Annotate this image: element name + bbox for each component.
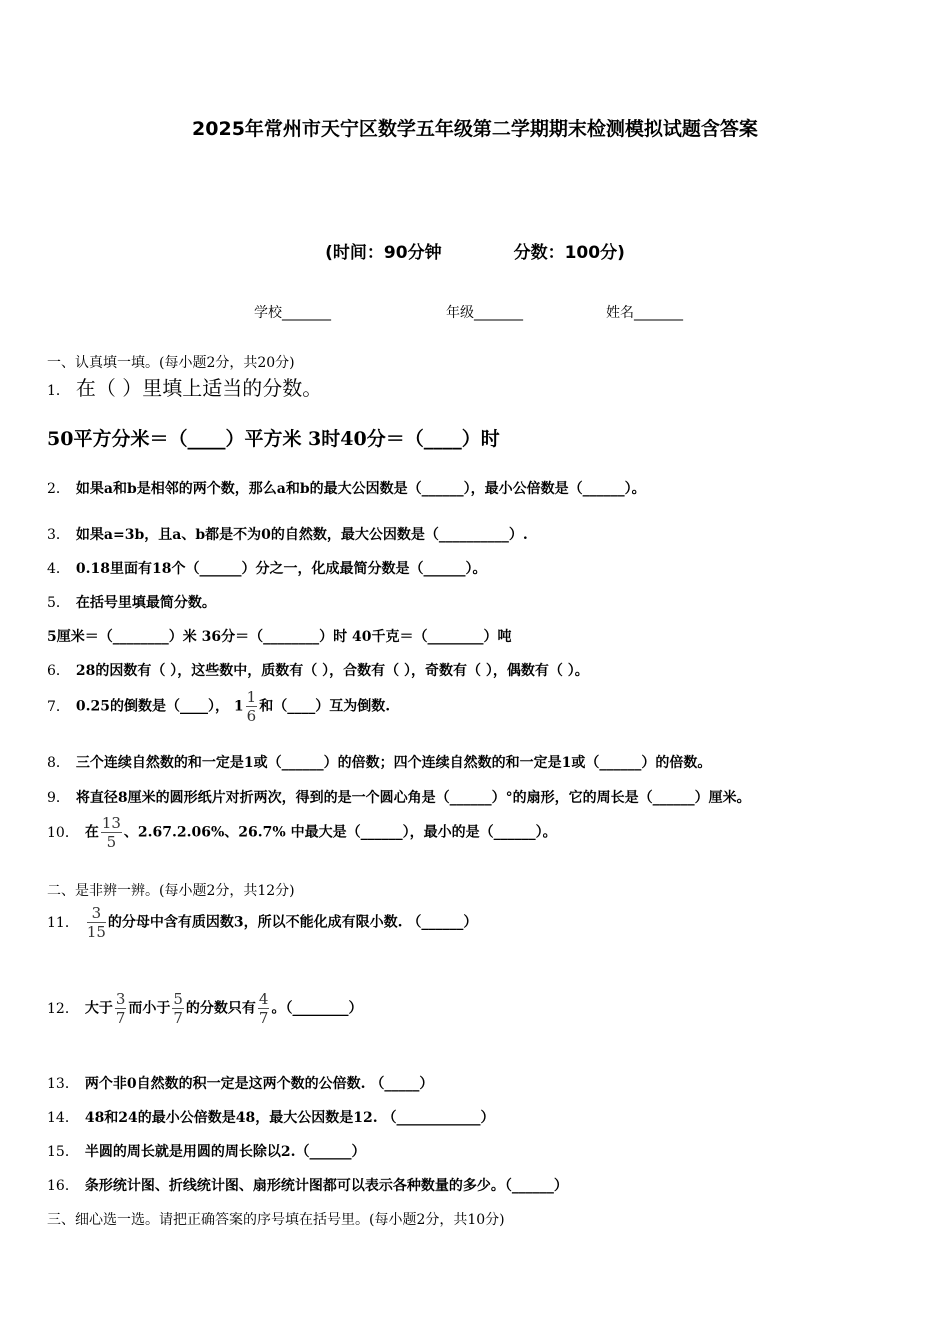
fraction [172, 990, 184, 1027]
numerator: 4 [258, 990, 269, 1008]
question-6 [47, 660, 589, 680]
numerator: 3 [115, 990, 126, 1008]
question-13 [47, 1073, 433, 1093]
question-number: 13． [47, 1076, 79, 1092]
question-text: 三个连续自然数的和一定是1或（______）的倍数；四个连续自然数的和一定是1或（______）的倍数。 [75, 755, 712, 771]
exam-meta [0, 238, 950, 263]
section-1-heading: 一、认真填一填。(每小题2分，共20分) [47, 355, 295, 371]
question-number: 16． [47, 1178, 79, 1194]
question-text: 大于 [84, 1000, 113, 1017]
question-16 [47, 1175, 568, 1195]
denominator: 6 [246, 707, 257, 725]
question-text: 在括号里填最简分数。 [75, 595, 216, 611]
question-text: 条形统计图、折线统计图、扇形统计图都可以表示各种数量的多少。（______） [84, 1178, 568, 1194]
question-text: 将直径8厘米的圆形纸片对折两次，得到的是一个圆心角是（______）°的扇形，它的周长是（______）厘米。 [75, 790, 751, 806]
question-text: 而小于 [128, 1000, 171, 1017]
numerator: 3 [87, 904, 106, 923]
name-field: 姓名_______ [606, 305, 683, 321]
question-1-line-2: 50平方分米＝（____）平方米 3时40分＝（____）时 [47, 428, 500, 450]
question-text: 如果a=3b，且a、b都是不为0的自然数，最大公因数是（__________）. [75, 527, 528, 543]
question-5 [47, 592, 216, 612]
denominator: 7 [173, 1009, 183, 1027]
question-5-line-2: 5厘米＝（________）米 36分＝（________）时 40千克＝（________）吨 [47, 629, 512, 645]
question-number: 8． [47, 755, 70, 771]
exam-time: (时间：90分钟 [325, 243, 442, 263]
exam-score: 分数：100分) [513, 243, 625, 263]
question-8 [47, 752, 711, 772]
question-number: 12． [47, 1000, 79, 1017]
fraction [246, 688, 258, 725]
section-3-heading: 三、细心选一选。请把正确答案的序号填在括号里。(每小题2分，共10分) [47, 1212, 505, 1228]
denominator: 5 [106, 833, 117, 851]
question-text: 28的因数有（ ），这些数中，质数有（ ），合数有（ ），奇数有（ ），偶数有（ ）。 [75, 663, 589, 679]
section-2-heading: 二、是非辨一辨。(每小题2分，共12分) [47, 883, 295, 899]
question-text: 。（________） [271, 1000, 363, 1017]
fraction [115, 990, 127, 1027]
question-11 [47, 904, 477, 941]
question-text: 、2.67.2.06%、26.7% 中最大是（______），最小的是（______）。 [123, 824, 557, 841]
denominator: 7 [258, 1009, 269, 1027]
question-12 [47, 990, 362, 1027]
numerator: 5 [173, 990, 183, 1008]
page-title: 2025年常州市天宁区数学五年级第二学期期末检测模拟试题含答案 [192, 118, 758, 140]
fraction [101, 814, 122, 851]
question-text: 两个非0自然数的积一定是这两个数的公倍数. （_____） [84, 1076, 434, 1092]
question-text: 0.18里面有18个（______）分之一，化成最简分数是（______）。 [75, 561, 487, 577]
question-number: 2． [47, 481, 70, 497]
question-text: 的分数只有 [185, 1000, 256, 1017]
question-number: 7． [47, 698, 70, 715]
denominator: 15 [86, 923, 106, 941]
question-number: 15． [47, 1144, 79, 1160]
question-1 [47, 372, 322, 401]
question-number: 11． [47, 914, 79, 931]
question-2 [47, 478, 646, 498]
question-text: 和（____）互为倒数. [259, 698, 391, 715]
question-9 [47, 787, 751, 807]
question-3 [47, 524, 528, 544]
question-text: 在（ ）里填上适当的分数。 [75, 376, 323, 400]
whole-part: 1 [233, 698, 244, 715]
grade-field: 年级_______ [446, 305, 523, 321]
question-text: 半圆的周长就是用圆的周长除以2.（______） [84, 1144, 366, 1160]
question-number: 4． [47, 561, 70, 577]
question-15 [47, 1141, 365, 1161]
numerator: 1 [246, 688, 257, 706]
question-number: 5． [47, 595, 70, 611]
question-text: 48和24的最小公倍数是48，最大公因数是12. （____________） [84, 1110, 495, 1126]
question-10 [47, 814, 557, 851]
question-number: 6． [47, 663, 70, 679]
question-number: 9． [47, 790, 70, 806]
question-text: 的分母中含有质因数3，所以不能化成有限小数. （______） [107, 914, 478, 931]
question-14 [47, 1107, 495, 1127]
question-number: 14． [47, 1110, 79, 1126]
denominator: 7 [115, 1009, 126, 1027]
numerator: 13 [101, 814, 121, 832]
question-number: 3． [47, 527, 70, 543]
school-field: 学校_______ [254, 305, 331, 321]
question-text: 在 [84, 824, 99, 841]
question-4 [47, 558, 487, 578]
question-7 [47, 688, 390, 725]
mixed-number [234, 688, 259, 725]
question-text: 如果a和b是相邻的两个数，那么a和b的最大公因数是（______），最小公倍数是（______）。 [75, 481, 646, 497]
question-number: 10． [47, 824, 79, 841]
question-number: 1． [47, 383, 70, 399]
fraction [258, 990, 270, 1027]
fraction [87, 904, 106, 941]
question-text: 0.25的倒数是（____）， [75, 698, 234, 715]
